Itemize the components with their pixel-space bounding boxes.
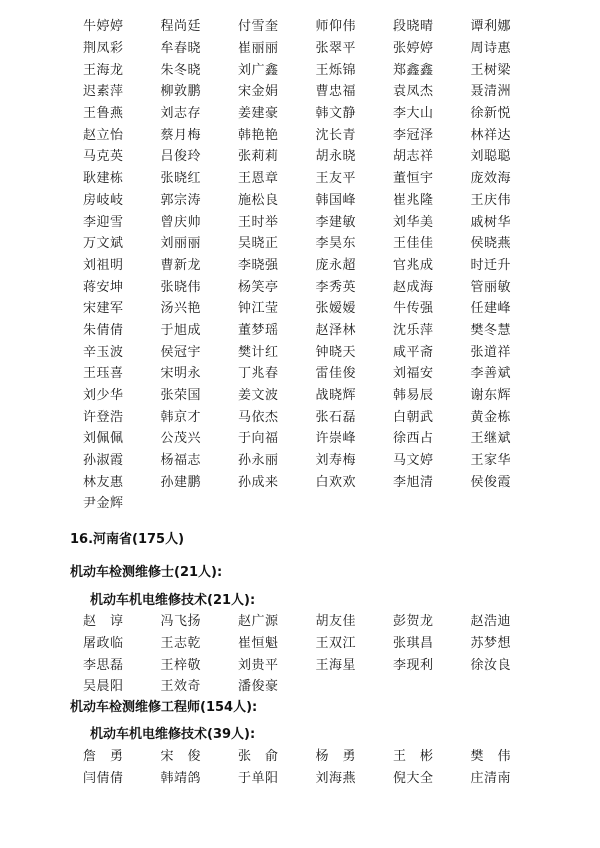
name-entry: 尹金辉 [83,496,124,512]
name-entry: 朱冬晓 [160,62,202,78]
name-row [83,631,563,653]
name-entry: 李大山 [393,106,434,122]
name-entry: 宋建军 [83,301,124,317]
name-entry: 于向福 [238,431,279,447]
name-entry: 时迁升 [470,257,512,273]
name-entry: 杨福志 [160,453,202,469]
name-entry: 冯飞扬 [160,614,202,630]
name-entry: 赵广源 [238,614,279,630]
name-row [83,426,563,448]
name-entry: 赵成海 [393,279,434,295]
name-entry: 苏梦想 [470,636,512,652]
name-entry: 李思磊 [83,657,124,673]
name-entry: 刘广鑫 [238,62,279,78]
name-entry: 李迎雪 [83,214,124,230]
subcategory-heading-technician: 机动车机电维修技术(21人): [90,593,256,608]
name-entry: 张石磊 [315,409,357,425]
name-entry: 刘志存 [160,106,202,122]
name-entry: 谭利娜 [470,19,512,35]
name-entry: 徐汝良 [470,657,512,673]
name-entry: 李善斌 [470,366,512,382]
name-row [83,122,563,144]
name-row [83,744,563,766]
name-entry: 师仰伟 [315,19,357,35]
name-row [83,469,563,491]
name-entry: 刘聪聪 [470,149,512,165]
name-entry: 张晓红 [160,171,202,187]
name-entry: 王恩章 [238,171,279,187]
name-row [83,296,563,318]
name-row [83,652,563,674]
category-heading-technician: 机动车检测维修士(21人): [70,565,223,580]
name-entry: 程尚廷 [160,19,202,35]
name-entry: 戚树华 [470,214,512,230]
name-entry: 曹新龙 [160,257,202,273]
name-entry: 牟春晓 [160,41,202,57]
name-row [83,166,563,188]
name-entry: 张晓伟 [160,279,202,295]
name-row [83,101,563,123]
name-entry: 战晓辉 [315,388,357,404]
subcategory-heading-engineer: 机动车机电维修技术(39人): [90,727,256,742]
name-row [83,57,563,79]
name-entry: 雷佳俊 [315,366,357,382]
province-heading: 16.河南省(175人) [70,532,185,547]
name-entry: 侯俊霞 [470,474,512,490]
name-row [83,339,563,361]
name-entry: 韩京才 [160,409,202,425]
name-entry: 王家华 [470,453,512,469]
name-entry: 荆凤彩 [83,41,124,57]
name-entry: 王志乾 [160,636,202,652]
name-entry: 樊 伟 [470,749,512,765]
name-row [83,404,563,426]
name-entry: 万文斌 [83,236,124,252]
name-entry: 王树梁 [470,62,512,78]
name-entry: 朱倩倩 [83,322,124,338]
name-entry: 牛婷婷 [83,19,124,35]
name-entry: 屠政临 [83,636,124,652]
name-entry: 聂清洲 [470,84,512,100]
name-entry: 韩艳艳 [238,127,279,143]
name-entry: 王效奇 [160,679,202,695]
name-entry: 吴晓正 [238,236,279,252]
name-entry: 庞永超 [315,257,357,273]
name-entry: 郑鑫鑫 [393,62,434,78]
name-entry: 牛传强 [393,301,434,317]
name-entry: 李晓强 [238,257,279,273]
name-row [83,79,563,101]
name-entry: 詹 勇 [83,749,124,765]
name-entry: 刘福安 [393,366,434,382]
name-entry: 李冠泽 [393,127,434,143]
name-row [83,609,563,631]
name-entry: 王梓敬 [160,657,202,673]
name-entry: 杨笑亭 [238,279,279,295]
name-row [83,491,563,513]
name-entry: 黄金栋 [470,409,512,425]
name-entry: 施松良 [238,192,279,208]
name-entry: 董梦瑶 [238,322,279,338]
name-entry: 王庆伟 [470,192,512,208]
name-entry: 赵立怡 [83,127,124,143]
name-entry: 刘华美 [393,214,434,230]
name-entry: 王海龙 [83,62,124,78]
name-entry: 蔡月梅 [160,127,202,143]
name-entry: 辛玉波 [83,344,124,360]
name-entry: 姜建豪 [238,106,279,122]
name-row [83,209,563,231]
name-entry: 宋 俊 [160,749,202,765]
name-entry: 徐西占 [393,431,434,447]
name-entry: 迟素萍 [83,84,124,100]
name-entry: 彭贺龙 [393,614,434,630]
name-entry: 韩易辰 [393,388,434,404]
name-entry: 任建峰 [470,301,512,317]
name-row [83,14,563,36]
name-entry: 杨 勇 [315,749,357,765]
name-entry: 侯晓燕 [470,236,512,252]
name-entry: 谢东辉 [470,388,512,404]
name-entry: 张莉莉 [238,149,279,165]
name-entry: 林友惠 [83,474,124,490]
name-entry: 吴晨阳 [83,679,124,695]
name-entry: 赵 谆 [83,614,124,630]
name-row [83,188,563,210]
name-row [83,766,563,788]
name-entry: 刘少华 [83,388,124,404]
name-entry: 房岐岐 [83,192,124,208]
name-row [83,318,563,340]
name-entry: 于旭成 [160,322,202,338]
name-entry: 王继斌 [470,431,512,447]
name-entry: 樊冬慧 [470,322,512,338]
name-entry: 丁兆春 [238,366,279,382]
name-entry: 李建敏 [315,214,357,230]
name-row [83,383,563,405]
name-entry: 韩靖鸽 [160,771,202,787]
name-row [83,144,563,166]
name-entry: 白欢欢 [315,474,357,490]
name-entry: 胡志祥 [393,149,434,165]
name-entry: 孙永丽 [238,453,279,469]
name-row [83,361,563,383]
name-entry: 崔兆隆 [393,192,434,208]
name-list-engineer [83,744,563,787]
name-entry: 宋明永 [160,366,202,382]
name-list-technician [83,609,563,696]
name-entry: 张翠平 [315,41,357,57]
name-entry: 曹忠福 [315,84,357,100]
name-entry: 王烁锦 [315,62,357,78]
name-entry: 吕俊玲 [160,149,202,165]
name-entry: 白朝武 [393,409,434,425]
name-entry: 于单阳 [238,771,279,787]
name-row [83,253,563,275]
name-entry: 马文婷 [393,453,434,469]
name-row [83,231,563,253]
name-entry: 徐新悦 [470,106,512,122]
name-entry: 沈长青 [315,127,357,143]
name-entry: 林祥达 [470,127,512,143]
name-entry: 王鲁燕 [83,106,124,122]
name-entry: 张荣国 [160,388,202,404]
name-entry: 王珏喜 [83,366,124,382]
name-entry: 樊计红 [238,344,279,360]
name-entry: 许崇峰 [315,431,357,447]
name-entry: 姜文波 [238,388,279,404]
name-entry: 张 俞 [238,749,279,765]
name-row [83,274,563,296]
name-entry: 庄清南 [470,771,512,787]
name-entry: 周诗惠 [470,41,512,57]
name-entry: 崔丽丽 [238,41,279,57]
name-entry: 宋金娟 [238,84,279,100]
name-entry: 蒋安坤 [83,279,124,295]
name-entry: 李现利 [393,657,434,673]
name-entry: 倪大全 [393,771,434,787]
name-entry: 马依杰 [238,409,279,425]
name-entry: 孙淑霞 [83,453,124,469]
name-entry: 耿建栋 [83,171,124,187]
name-entry: 胡友佳 [315,614,357,630]
name-entry: 王时举 [238,214,279,230]
name-entry: 刘贵平 [238,657,279,673]
name-entry: 段晓晴 [393,19,434,35]
name-entry: 许登浩 [83,409,124,425]
name-entry: 韩国峰 [315,192,357,208]
name-entry: 郭宗涛 [160,192,202,208]
name-entry: 张道祥 [470,344,512,360]
name-row [83,448,563,470]
name-entry: 王 彬 [393,749,434,765]
name-row [83,674,563,696]
name-entry: 袁凤杰 [393,84,434,100]
name-entry: 咸平斋 [393,344,434,360]
name-entry: 曾庆帅 [160,214,202,230]
name-entry: 官兆成 [393,257,434,273]
name-entry: 刘丽丽 [160,236,202,252]
name-entry: 管丽敏 [470,279,512,295]
name-entry: 闫倩倩 [83,771,124,787]
name-entry: 赵浩迪 [470,614,512,630]
name-entry: 庞效海 [470,171,512,187]
name-entry: 孙建鹏 [160,474,202,490]
name-entry: 钟晓天 [315,344,357,360]
name-entry: 胡永晓 [315,149,357,165]
name-entry: 王双江 [315,636,357,652]
name-entry: 张琪昌 [393,636,434,652]
name-entry: 张嫒嫒 [315,301,357,317]
name-entry: 钟江莹 [238,301,279,317]
name-list-continued [83,14,563,513]
name-entry: 赵泽林 [315,322,357,338]
name-entry: 刘祖明 [83,257,124,273]
name-entry: 刘佩佩 [83,431,124,447]
name-entry: 王友平 [315,171,357,187]
name-entry: 韩文静 [315,106,357,122]
name-entry: 李旭清 [393,474,434,490]
name-entry: 马克英 [83,149,124,165]
name-entry: 侯冠宇 [160,344,202,360]
name-entry: 沈乐萍 [393,322,434,338]
name-entry: 李昊东 [315,236,357,252]
name-entry: 刘寿梅 [315,453,357,469]
name-entry: 李秀英 [315,279,357,295]
name-entry: 孙成来 [238,474,279,490]
name-entry: 付雪奎 [238,19,279,35]
name-entry: 公茂兴 [160,431,202,447]
name-entry: 王海星 [315,657,357,673]
name-entry: 潘俊豪 [238,679,279,695]
name-entry: 柳敦鹏 [160,84,202,100]
name-entry: 董恒宇 [393,171,434,187]
name-row [83,36,563,58]
name-entry: 汤兴艳 [160,301,202,317]
name-entry: 崔恒魁 [238,636,279,652]
name-entry: 王佳佳 [393,236,434,252]
category-heading-engineer: 机动车检测维修工程师(154人): [70,700,258,715]
name-entry: 张婷婷 [393,41,434,57]
name-entry: 刘海燕 [315,771,357,787]
